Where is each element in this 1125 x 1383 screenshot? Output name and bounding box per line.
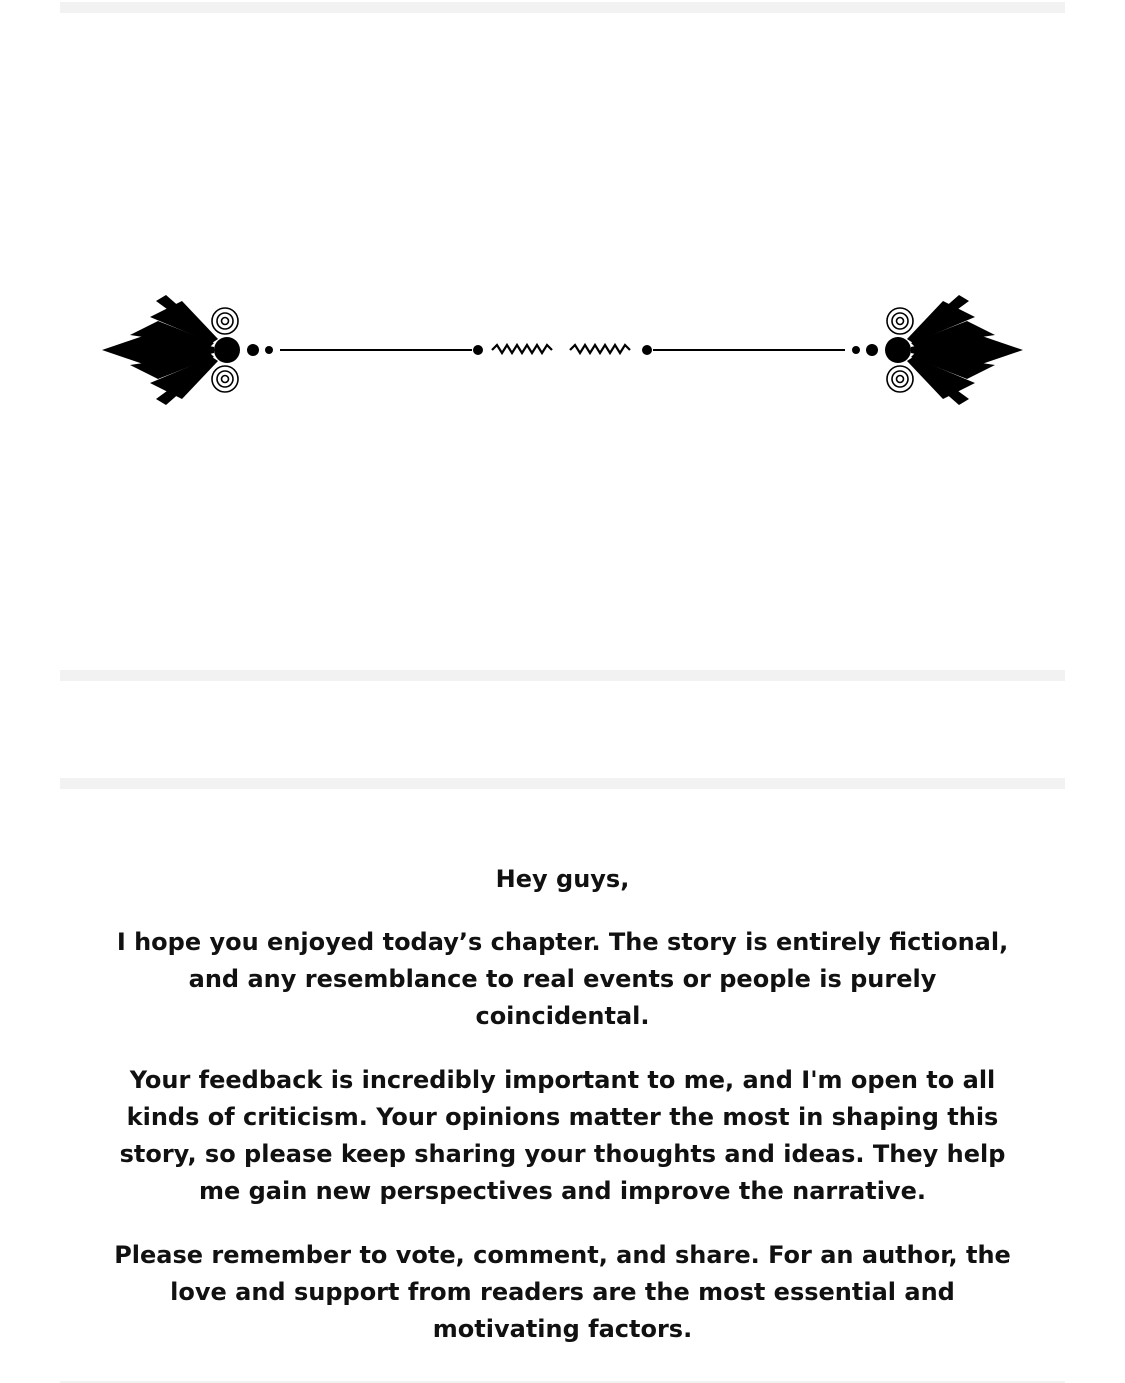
right-flourish [852, 295, 1023, 405]
author-note-card [60, 789, 1065, 1381]
section-separator [60, 2, 1065, 13]
section-separator [60, 778, 1065, 789]
left-flourish [102, 295, 273, 405]
divider-image-card [60, 13, 1065, 670]
ornamental-divider-icon [100, 293, 1025, 408]
author-note [100, 861, 1025, 1375]
note-paragraph: Please remember to vote, comment, and share. For an author, the love and support from readers are the most essential and motivating factors. [114, 1241, 1011, 1343]
note-paragraph: I hope you enjoyed today’s chapter. The story is entirely fictional, and any resemblance to real events or people is purely coincidental. [116, 928, 1009, 1030]
note-greeting: Hey guys, [495, 865, 630, 893]
section-separator [60, 670, 1065, 681]
note-paragraph: Your feedback is incredibly important to me, and I'm open to all kinds of criticism. Your opinions matter the most in shaping this story, so please keep sharing your thoughts and ideas. They help me gain new perspectives and improve the narrative. [119, 1066, 1006, 1205]
